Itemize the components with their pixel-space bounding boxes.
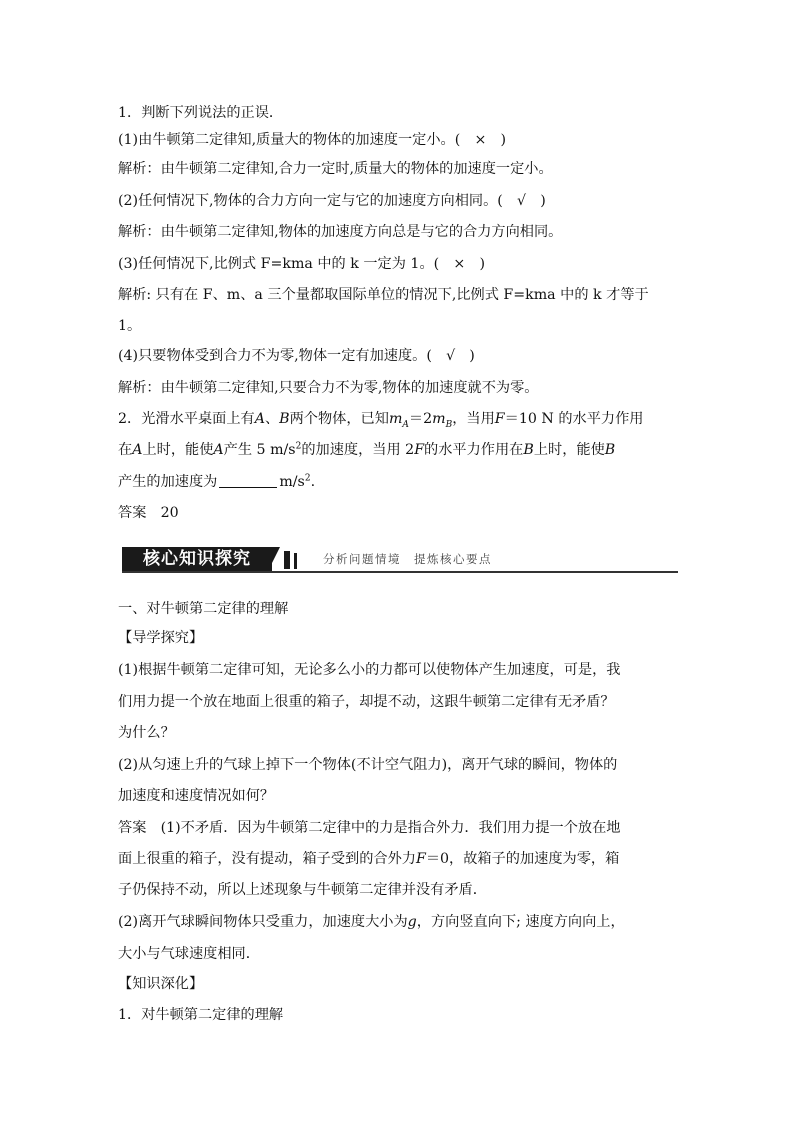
question-2-line-1	[118, 409, 688, 429]
text-segment: m/s	[279, 474, 305, 490]
var-f: F	[414, 442, 425, 458]
inquiry-2-line-1: (2)从匀速上升的气球上掉下一个物体(不计空气阻力)，离开气球的瞬间，物体的	[118, 757, 618, 773]
text-segment: ，方向竖直向下; 速度方向向上，	[416, 914, 625, 930]
superscript: 2	[295, 441, 302, 452]
var-f: F	[494, 411, 505, 427]
deepen-label: 【知识深化】	[118, 976, 204, 992]
text-segment: (2)离开气球瞬间物体只受重力，加速度大小为	[118, 914, 408, 930]
question-2-answer: 答案 20	[118, 505, 179, 521]
inquiry-1-line-1: (1)根据牛顿第二定律可知，无论多么小的力都可以使物体产生加速度，可是，我	[118, 662, 621, 678]
banner-rule	[122, 571, 678, 573]
text-segment: ＝2	[408, 411, 433, 427]
statement-4: (4)只要物体受到合力不为零,物体一定有加速度。( √ )	[118, 348, 475, 364]
guide-label: 【导学探究】	[118, 630, 204, 646]
statement-3: (3)任何情况下,比例式 F=kma 中的 k 一定为 1。( × )	[118, 256, 485, 272]
section-banner	[118, 545, 678, 575]
question-2-line-2	[118, 440, 688, 460]
answer-2-line-1	[118, 912, 688, 932]
text-segment: 两个物体，已知	[289, 411, 389, 427]
subscript-a: A	[402, 419, 409, 430]
text-segment: .	[310, 474, 316, 490]
analysis-3-line-2: 1。	[118, 318, 142, 334]
inquiry-2-line-2: 加速度和速度情况如何？	[118, 788, 275, 804]
analysis-4: 解析：由牛顿第二定律知,只要合力不为零,物体的加速度就不为零。	[118, 380, 539, 396]
var-m: m	[388, 411, 403, 427]
text-segment: 上时，能使	[533, 442, 605, 458]
text-segment: 面上很重的箱子，没有提动，箱子受到的合外力	[118, 851, 416, 867]
superscript: 2	[304, 473, 311, 484]
var-b: B	[279, 411, 290, 427]
question-2-line-3	[118, 472, 688, 492]
statement-2: (2)任何情况下,物体的合力方向一定与它的加速度方向相同。( √ )	[118, 193, 546, 209]
banner-subtitle: 分析问题情境 提炼核心要点	[323, 552, 492, 566]
var-g: g	[407, 914, 417, 930]
analysis-1: 解析：由牛顿第二定律知,合力一定时,质量大的物体的加速度一定小。	[118, 161, 553, 177]
var-m: m	[432, 411, 446, 427]
answer-2-line-2: 大小与气球速度相同．	[118, 946, 260, 962]
question-1-title: 1．判断下列说法的正误．	[118, 105, 284, 121]
text-segment: 上时，能使	[142, 442, 214, 458]
text-segment: ，当用	[452, 411, 495, 427]
answer-1-line-3: 子仍保持不动，所以上述现象与牛顿第二定律并没有矛盾．	[118, 882, 487, 898]
text-segment: 产生 5 m/s	[223, 442, 296, 458]
var-f: F	[415, 851, 426, 867]
analysis-3-line-1: 解析: 只有在 F、m、a 三个量都取国际单位的情况下,比例式 F=kma 中的 k 才等于	[118, 287, 649, 303]
answer-1-line-1: 答案 (1)不矛盾．因为牛顿第二定律中的力是指合外力．我们用力提一个放在地	[118, 820, 621, 836]
answer-blank	[219, 473, 277, 488]
subscript-b: B	[445, 419, 453, 430]
text-segment: 、	[264, 411, 280, 427]
text-segment: 的水平力作用在	[424, 442, 524, 458]
var-a: A	[254, 411, 265, 427]
text-segment: ＝10 N 的水平力作用	[504, 411, 644, 427]
var-a: A	[213, 442, 224, 458]
statement-1: (1)由牛顿第二定律知,质量大的物体的加速度一定小。( × )	[118, 132, 507, 148]
analysis-2: 解析：由牛顿第二定律知,物体的加速度方向总是与它的合力方向相同。	[118, 224, 563, 240]
var-b: B	[523, 442, 534, 458]
subheading-1: 1．对牛顿第二定律的理解	[118, 1007, 284, 1023]
text-segment: 在	[118, 442, 133, 458]
banner-tail-shape	[268, 547, 280, 571]
var-a: A	[132, 442, 143, 458]
text-segment: 2．光滑水平桌面上有	[118, 411, 255, 427]
banner-title: 核心知识探究	[122, 547, 272, 571]
var-b: B	[604, 442, 616, 458]
text-segment: 产生的加速度为	[118, 474, 218, 490]
inquiry-1-line-3: 为什么？	[118, 725, 175, 741]
answer-1-line-2	[118, 849, 688, 869]
section-heading: 一、对牛顿第二定律的理解	[118, 601, 289, 617]
inquiry-1-line-2: 们用力提一个放在地面上很重的箱子，却提不动，这跟牛顿第二定律有无矛盾？	[118, 694, 615, 710]
text-segment: 的加速度，当用 2	[301, 442, 415, 458]
banner-bar-shape	[294, 553, 297, 569]
banner-bar-shape	[284, 551, 290, 569]
text-segment: ＝0，故箱子的加速度为零，箱	[425, 851, 620, 867]
